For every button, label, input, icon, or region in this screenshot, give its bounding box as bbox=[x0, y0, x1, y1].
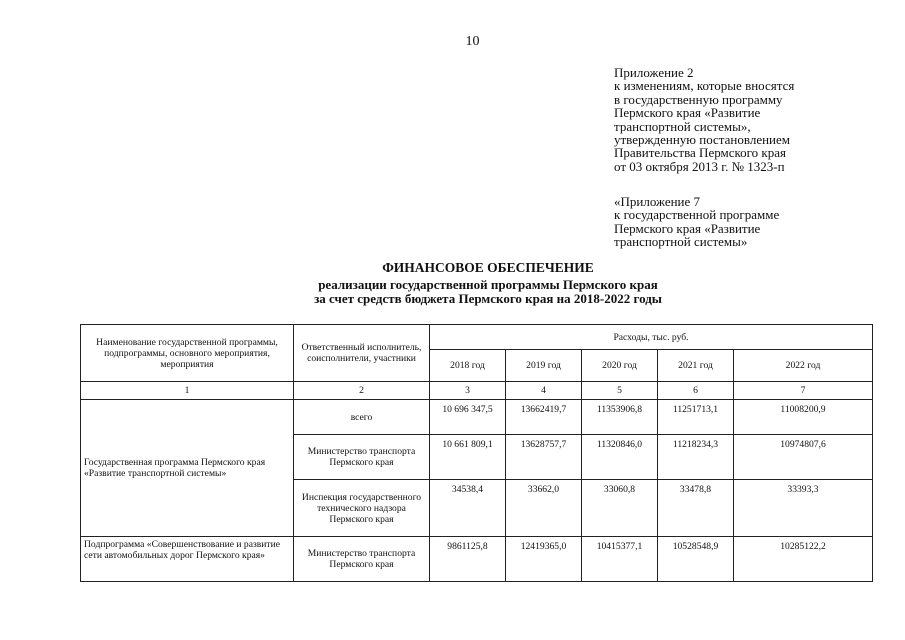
appendix-2-line: Пермского края «Развитие bbox=[614, 105, 761, 121]
value-cell: 10528548,9 bbox=[658, 537, 734, 582]
executor-cell: всего bbox=[294, 400, 430, 435]
appendix-2-line: Правительства Пермского края bbox=[614, 145, 786, 161]
executor-cell: Инспекция государственного технического надзора Пермского края bbox=[294, 480, 430, 537]
appendix-2-block bbox=[614, 66, 794, 173]
appendix-2-line: к изменениям, которые вносятся bbox=[614, 78, 795, 94]
appendix-2-line: в государственную программу bbox=[614, 91, 783, 107]
header-executor: Ответственный исполнитель, соисполнители, участники bbox=[294, 325, 430, 382]
value-cell: 10415377,1 bbox=[582, 537, 658, 582]
column-number: 5 bbox=[582, 382, 658, 400]
column-number-row bbox=[81, 382, 873, 400]
subprogram-name: Подпрограмма «Совершенствование и развитие сети автомобильных дорог Пермского края» bbox=[81, 537, 294, 582]
value-cell: 34538,4 bbox=[430, 480, 506, 537]
subtitle-line-1: реализации государственной программы Пермского края bbox=[318, 277, 658, 292]
document-subtitle bbox=[228, 278, 748, 305]
appendix-2-line: транспортной системы», bbox=[614, 118, 751, 134]
executor-cell: Министерство транспорта Пермского края bbox=[294, 435, 430, 480]
appendix-7-line: «Приложение 7 bbox=[614, 194, 701, 209]
page-number: 10 bbox=[465, 34, 480, 49]
value-cell: 13662419,7 bbox=[506, 400, 582, 435]
appendix-7-line: транспортной системы» bbox=[614, 234, 748, 250]
column-number: 1 bbox=[81, 382, 294, 400]
column-number: 3 bbox=[430, 382, 506, 400]
program-name: Государственная программа Пермского края «Развитие транспортной системы» bbox=[81, 400, 294, 537]
value-cell: 13628757,7 bbox=[506, 435, 582, 480]
column-number: 2 bbox=[294, 382, 430, 400]
document-title: ФИНАНСОВОЕ ОБЕСПЕЧЕНИЕ bbox=[382, 260, 594, 275]
header-expenses: Расходы, тыс. руб. bbox=[430, 325, 873, 350]
column-number: 6 bbox=[658, 382, 734, 400]
subtitle-line-2: за счет средств бюджета Пермского края на 2018-2022 годы bbox=[314, 290, 662, 306]
executor-cell: Министерство транспорта Пермского края bbox=[294, 537, 430, 582]
appendix-2-line: утвержденную постановлением bbox=[614, 132, 791, 148]
appendix-7-block bbox=[614, 195, 779, 249]
value-cell: 10285122,2 bbox=[734, 537, 873, 582]
value-cell: 33662,0 bbox=[506, 480, 582, 537]
header-name: Наименование государственной программы, подпрограммы, основного мероприятия, мероприятия bbox=[81, 325, 294, 382]
header-year: 2022 год bbox=[734, 350, 873, 382]
value-cell: 10974807,6 bbox=[734, 435, 873, 480]
header-year: 2021 год bbox=[658, 350, 734, 382]
table-header-row bbox=[81, 325, 873, 350]
value-cell: 33478,8 bbox=[658, 480, 734, 537]
column-number: 4 bbox=[506, 382, 582, 400]
value-cell: 11218234,3 bbox=[658, 435, 734, 480]
value-cell: 33393,3 bbox=[734, 480, 873, 537]
financing-table bbox=[80, 324, 873, 582]
value-cell: 9861125,8 bbox=[430, 537, 506, 582]
header-year: 2018 год bbox=[430, 350, 506, 382]
value-cell: 10 696 347,5 bbox=[430, 400, 506, 435]
value-cell: 33060,8 bbox=[582, 480, 658, 537]
appendix-2-line: от 03 октября 2013 г. № 1323-п bbox=[614, 158, 785, 174]
header-year: 2020 год bbox=[582, 350, 658, 382]
appendix-7-line: Пермского края «Развитие bbox=[614, 220, 761, 236]
value-cell: 12419365,0 bbox=[506, 537, 582, 582]
value-cell: 11353906,8 bbox=[582, 400, 658, 435]
value-cell: 11008200,9 bbox=[734, 400, 873, 435]
header-year: 2019 год bbox=[506, 350, 582, 382]
table-row bbox=[81, 400, 873, 435]
value-cell: 10 661 809,1 bbox=[430, 435, 506, 480]
appendix-7-line: к государственной программе bbox=[614, 207, 780, 223]
value-cell: 11320846,0 bbox=[582, 435, 658, 480]
appendix-2-line: Приложение 2 bbox=[614, 65, 694, 80]
column-number: 7 bbox=[734, 382, 873, 400]
value-cell: 11251713,1 bbox=[658, 400, 734, 435]
table-row bbox=[81, 537, 873, 582]
